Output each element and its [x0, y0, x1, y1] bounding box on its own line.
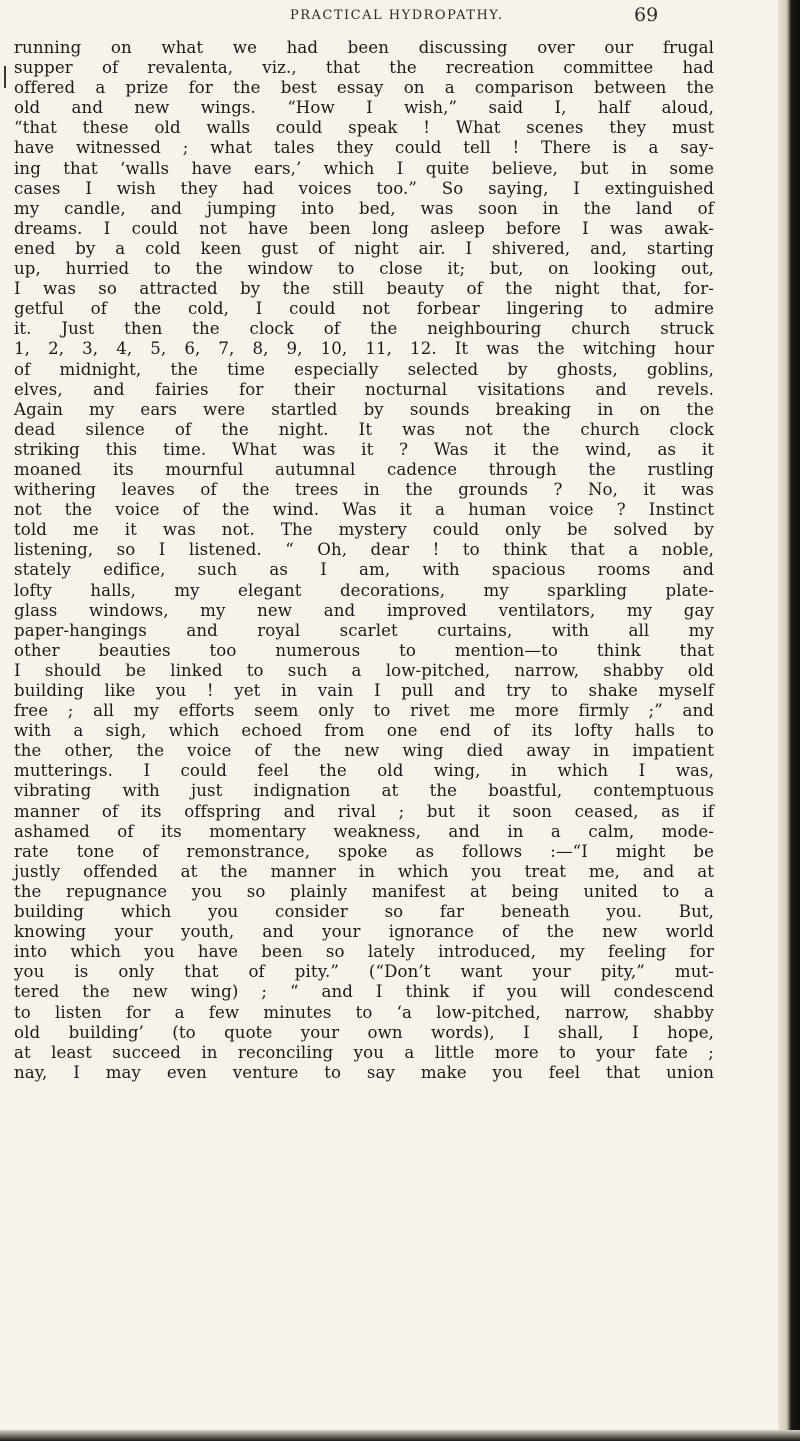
text-line: building which you consider so far beneath you. But, [14, 902, 714, 922]
text-line: ashamed of its momentary weakness, and in a calm, mode- [14, 821, 714, 841]
text-line: 1, 2, 3, 4, 5, 6, 7, 8, 9, 10, 11, 12. It was the witching hour [14, 339, 714, 359]
text-line: striking this time. What was it ? Was it the wind, as it [14, 439, 714, 459]
text-line: tered the new wing) ; “ and I think if you will condescend [14, 982, 714, 1002]
text-line: I was so attracted by the still beauty of the night that, for- [14, 279, 714, 299]
text-line: of midnight, the time especially selected by ghosts, goblins, [14, 359, 714, 379]
text-line: stately edifice, such as I am, with spacious rooms and [14, 560, 714, 580]
text-line: told me it was not. The mystery could only be solved by [14, 520, 714, 540]
text-line: withering leaves of the trees in the grounds ? No, it was [14, 480, 714, 500]
text-line: free ; all my efforts seem only to rivet me more firmly ;” and [14, 701, 714, 721]
running-title: PRACTICAL HYDROPATHY. [290, 8, 504, 23]
text-line: not the voice of the wind. Was it a human voice ? Instinct [14, 500, 714, 520]
text-line: it. Just then the clock of the neighbouring church struck [14, 319, 714, 339]
text-line: “that these old walls could speak ! What scenes they must [14, 118, 714, 138]
text-line: you is only that of pity.” (“Don’t want your pity,” mut- [14, 962, 714, 982]
text-line: vibrating with just indignation at the boastful, contemptuous [14, 781, 714, 801]
text-line: my candle, and jumping into bed, was soon in the land of [14, 198, 714, 218]
text-line: Again my ears were startled by sounds breaking in on the [14, 399, 714, 419]
text-line: the repugnance you so plainly manifest at being united to a [14, 881, 714, 901]
text-line: I should be linked to such a low-pitched, narrow, shabby old [14, 660, 714, 680]
text-line: running on what we had been discussing over our frugal [14, 38, 714, 57]
text-line: other beauties too numerous to mention—to think that [14, 640, 714, 660]
text-line: justly offended at the manner in which you treat me, and at [14, 861, 714, 881]
text-line: lofty halls, my elegant decorations, my sparkling plate- [14, 580, 714, 600]
text-line: nay, I may even venture to say make you feel that union [14, 1062, 714, 1082]
text-line: to listen for a few minutes to ‘a low-pitched, narrow, shabby [14, 1002, 714, 1022]
text-line: old building’ (to quote your own words), I shall, I hope, [14, 1022, 714, 1042]
text-line: dead silence of the night. It was not the church clock [14, 419, 714, 439]
text-line: ened by a cold keen gust of night air. I shivered, and, starting [14, 238, 714, 258]
text-line: cases I wish they had voices too.” So saying, I extinguished [14, 178, 714, 198]
text-line: the other, the voice of the new wing died away in impatient [14, 741, 714, 761]
running-head [0, 4, 800, 30]
text-line: paper-hangings and royal scarlet curtains, with all my [14, 620, 714, 640]
text-line: listening, so I listened. “ Oh, dear ! to think that a noble, [14, 540, 714, 560]
text-line: elves, and fairies for their nocturnal visitations and revels. [14, 379, 714, 399]
body-text [14, 38, 714, 1083]
text-line: at least succeed in reconciling you a little more to your fate ; [14, 1042, 714, 1062]
text-line: up, hurried to the window to close it; but, on looking out, [14, 259, 714, 279]
text-line: getful of the cold, I could not forbear lingering to admire [14, 299, 714, 319]
text-line: with a sigh, which echoed from one end of its lofty halls to [14, 721, 714, 741]
text-line: manner of its offspring and rival ; but it soon ceased, as if [14, 801, 714, 821]
text-line: offered a prize for the best essay on a comparison between the [14, 78, 714, 98]
text-line: have witnessed ; what tales they could tell ! There is a say- [14, 138, 714, 158]
page-edge-shadow [778, 0, 800, 1441]
text-line: mutterings. I could feel the old wing, in which I was, [14, 761, 714, 781]
text-line: glass windows, my new and improved ventilators, my gay [14, 600, 714, 620]
text-line: supper of revalenta, viz., that the recreation committee had [14, 58, 714, 78]
margin-mark [4, 66, 6, 88]
text-line: ing that ‘walls have ears,’ which I quite believe, but in some [14, 158, 714, 178]
text-line: moaned its mournful autumnal cadence through the rustling [14, 459, 714, 479]
text-line: dreams. I could not have been long asleep before I was awak- [14, 218, 714, 238]
page-number: 69 [634, 4, 659, 26]
text-line: building like you ! yet in vain I pull and try to shake myself [14, 681, 714, 700]
page-bottom-edge [0, 1430, 800, 1441]
text-line: rate tone of remonstrance, spoke as follows :—“I might be [14, 841, 714, 861]
text-line: into which you have been so lately introduced, my feeling for [14, 942, 714, 962]
text-line: old and new wings. “How I wish,” said I, half aloud, [14, 98, 714, 118]
text-line: knowing your youth, and your ignorance of the new world [14, 922, 714, 942]
